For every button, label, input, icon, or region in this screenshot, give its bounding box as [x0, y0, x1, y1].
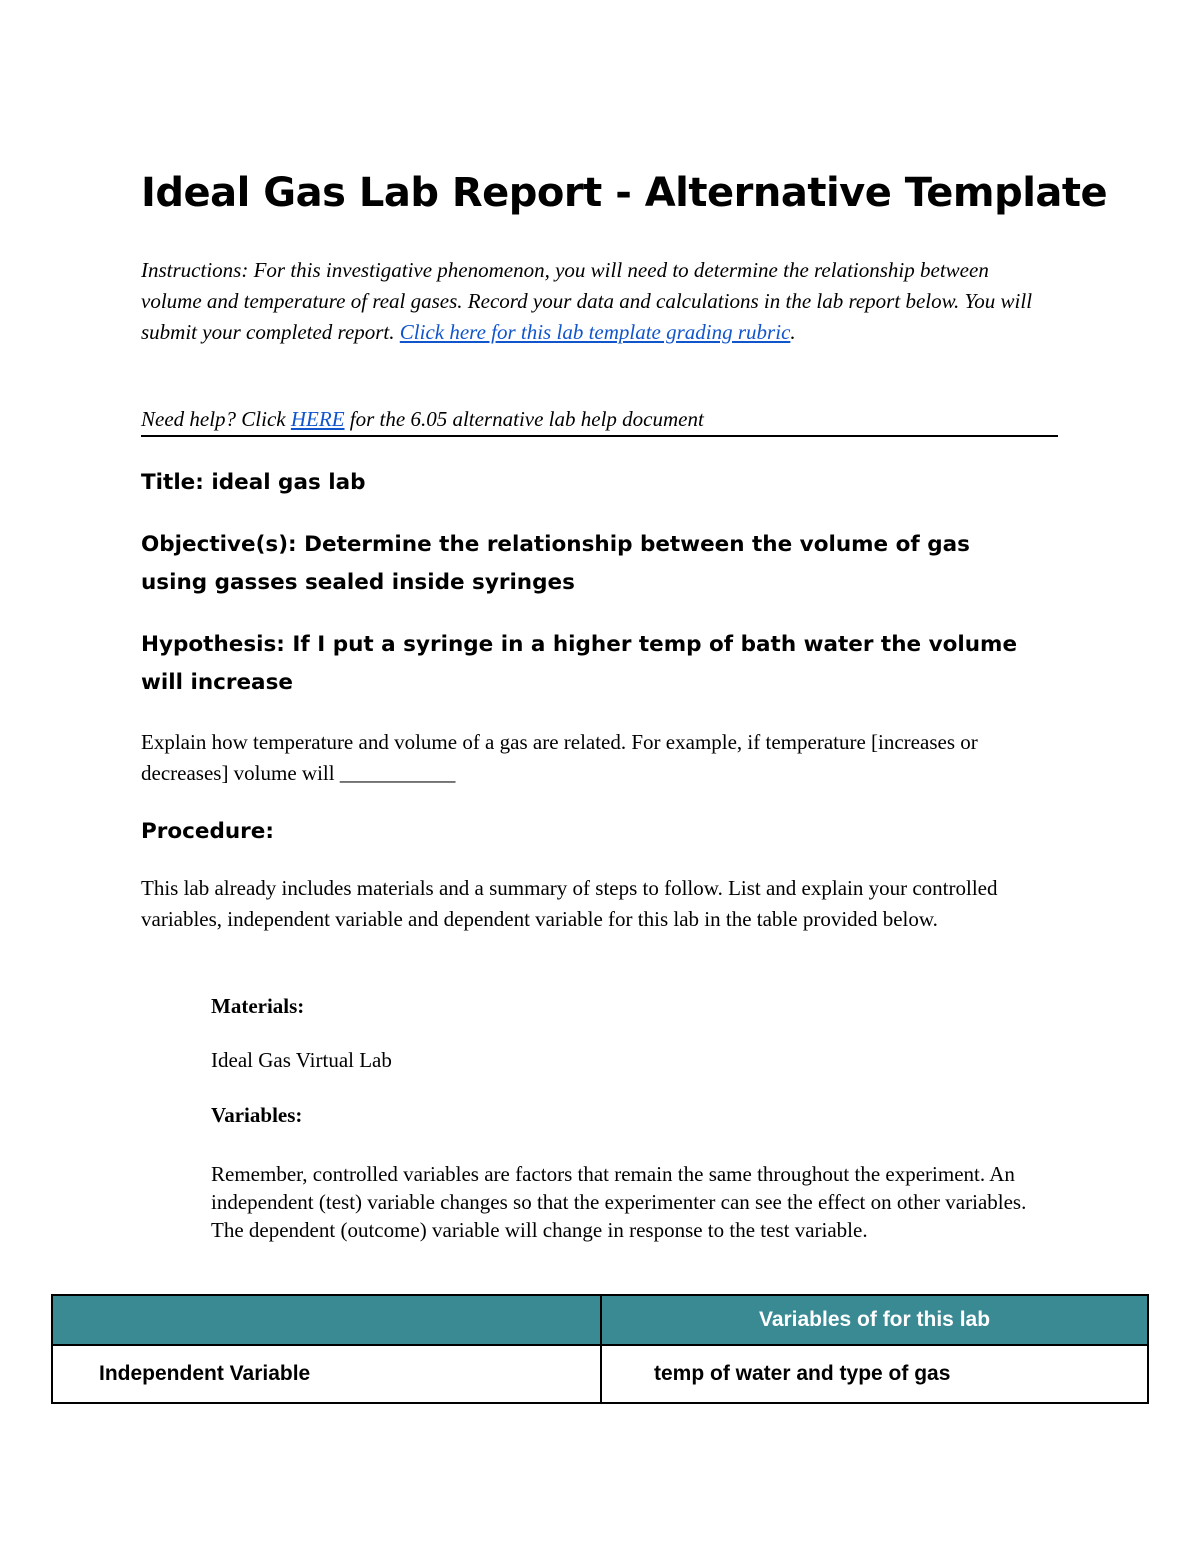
instructions-paragraph — [141, 255, 1041, 348]
hypothesis-field: Hypothesis: If I put a syringe in a higher temp of bath water the volume will increase — [141, 632, 1018, 695]
independent-variable-value[interactable]: temp of water and type of gas — [601, 1345, 1148, 1403]
table-header-row — [52, 1295, 1148, 1345]
title-field: Title: ideal gas lab — [141, 470, 366, 495]
materials-heading: Materials: — [211, 994, 305, 1018]
table-row — [52, 1345, 1148, 1403]
instructions-end: . — [790, 320, 796, 344]
rubric-link[interactable]: Click here for this lab template grading rubric — [399, 320, 791, 344]
table-header-empty — [52, 1295, 601, 1345]
objective-field: Objective(s): Determine the relationship between the volume of gas using gasses sealed inside syringes — [141, 532, 970, 595]
variables-table — [51, 1294, 1149, 1404]
document-title: Ideal Gas Lab Report - Alternative Template — [141, 170, 1108, 216]
instructions-text: Instructions: For this investigative phenomenon, you will need to determine the relationship between volume and temperature of real gases. Record your data and calculations in the lab report below. You will submit your completed report. — [141, 258, 1033, 344]
independent-variable-label: Independent Variable — [52, 1345, 601, 1403]
help-line — [141, 405, 1058, 437]
table-header-variables: Variables of for this lab — [601, 1295, 1148, 1345]
variables-heading: Variables: — [211, 1103, 303, 1127]
procedure-heading: Procedure: — [141, 819, 274, 844]
procedure-text: This lab already includes materials and a summary of steps to follow. List and explain your controlled variables, independent variable and dependent variable for this lab in the table provided below. — [141, 876, 998, 931]
help-link[interactable]: HERE — [290, 407, 345, 431]
help-suffix: for the 6.05 alternative lab help document — [344, 407, 704, 431]
hypothesis-prompt: Explain how temperature and volume of a gas are related. For example, if temperature [increases or decreases] volume will ___________ — [141, 730, 978, 785]
materials-item: Ideal Gas Virtual Lab — [211, 1048, 392, 1072]
help-prefix: Need help? Click — [141, 407, 291, 431]
variables-text: Remember, controlled variables are factors that remain the same throughout the experiment. An independent (test) variable changes so that the experimenter can see the effect on other variables. The dependent (outcome) variable will change in response to the test variable. — [211, 1162, 1027, 1242]
